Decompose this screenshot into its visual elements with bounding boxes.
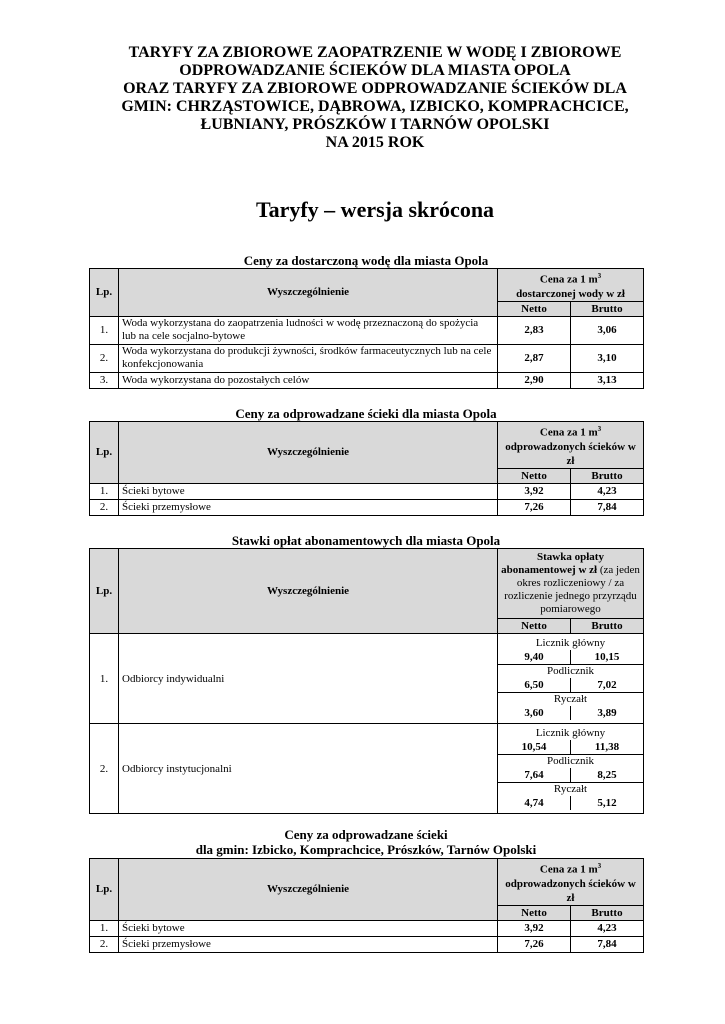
row-netto: 3,92 <box>498 483 571 499</box>
desc-header: Wyszczególnienie <box>119 859 498 921</box>
rate-header-rest: (za jeden okres rozliczeniowy / za rozliczenie jednego przyrządu pomiarowego <box>504 564 640 615</box>
row-desc: Ścieki przemysłowe <box>119 499 498 515</box>
row-brutto: 4,23 <box>571 483 644 499</box>
price-header <box>498 859 644 906</box>
price-header-unit: odprowadzonych ścieków w zł <box>505 440 636 467</box>
desc-header: Wyszczególnienie <box>119 269 498 317</box>
title-line: dla gmin: Izbicko, Komprachcice, Prószków, Tarnów Opolski <box>195 842 537 857</box>
row-lp: 2. <box>90 499 119 515</box>
row-netto: 7,26 <box>498 936 571 952</box>
netto-header: Netto <box>498 619 571 633</box>
rate-header-bold: Stawka opłaty abonamentowej w zł <box>501 551 604 576</box>
desc-header: Wyszczególnienie <box>119 549 498 634</box>
price-header <box>498 422 644 469</box>
row-netto: 7,26 <box>498 499 571 515</box>
document-subtitle: Taryfy – wersja skrócona <box>255 197 495 222</box>
table-row <box>90 634 644 724</box>
rate-item <box>498 755 643 783</box>
rate-item <box>498 665 643 693</box>
table-row <box>90 372 644 388</box>
row-lp: 1. <box>90 920 119 936</box>
title-line: NA 2015 ROK <box>325 134 425 151</box>
price-header-unit: odprowadzonych ścieków w zł <box>505 877 636 904</box>
price-header-text: Cena za 1 m <box>539 426 598 439</box>
netto-header: Netto <box>498 468 571 483</box>
rate-brutto: 5,12 <box>597 797 617 809</box>
rate-brutto: 7,02 <box>597 679 617 691</box>
netto-brutto-header <box>498 619 644 634</box>
price-header-text: Cena za 1 m <box>539 863 598 876</box>
row-brutto: 7,84 <box>571 936 644 952</box>
row-desc: Woda wykorzystana do pozostałych celów <box>119 372 498 388</box>
title-line: ŁUBNIANY, PRÓSZKÓW I TARNÓW OPOLSKI <box>200 116 550 133</box>
rate-netto: 6,50 <box>498 678 571 692</box>
row-lp: 1. <box>90 634 119 724</box>
table-row <box>90 724 644 814</box>
row-desc: Ścieki bytowe <box>119 483 498 499</box>
rate-brutto: 10,15 <box>594 651 620 663</box>
price-header <box>498 269 644 302</box>
rate-netto: 9,40 <box>498 650 571 664</box>
rate-item <box>498 637 643 665</box>
title-line: ORAZ TARYFY ZA ZBIOROWE ODPROWADZANIE ŚCIEKÓW DLA <box>123 80 627 97</box>
row-netto: 2,90 <box>498 372 571 388</box>
rate-label: Podlicznik <box>546 755 595 767</box>
brutto-header: Brutto <box>591 620 623 632</box>
lp-header: Lp. <box>90 269 119 317</box>
sewage-opole-title: Ceny za odprowadzane ścieki dla miasta Opola <box>235 406 497 421</box>
row-lp: 1. <box>90 483 119 499</box>
brutto-header: Brutto <box>571 301 644 316</box>
rate-cell <box>498 634 644 724</box>
rate-label: Licznik główny <box>535 727 606 739</box>
unit-superscript: 3 <box>597 862 602 870</box>
rate-brutto: 3,89 <box>597 707 617 719</box>
lp-header: Lp. <box>90 549 119 634</box>
table-row <box>90 920 644 936</box>
rate-netto: 10,54 <box>498 740 571 754</box>
rate-cell <box>498 724 644 814</box>
water-table-title: Ceny za dostarczoną wodę dla miasta Opola <box>243 253 489 268</box>
title-line: ODPROWADZANIE ŚCIEKÓW DLA MIASTA OPOLA <box>179 62 571 79</box>
row-brutto: 3,06 <box>571 316 644 344</box>
row-brutto: 3,10 <box>571 344 644 372</box>
netto-header: Netto <box>498 301 571 316</box>
row-netto: 2,87 <box>498 344 571 372</box>
rate-label: Licznik główny <box>535 637 606 649</box>
rate-label: Podlicznik <box>546 665 595 677</box>
row-lp: 2. <box>90 936 119 952</box>
brutto-header: Brutto <box>571 905 644 920</box>
subscription-rate-header <box>498 549 644 619</box>
row-lp: 2. <box>90 724 119 814</box>
unit-superscript: 3 <box>597 272 602 280</box>
row-desc: Woda wykorzystana do produkcji żywności, środków farmaceutycznych lub na cele konfekcjonowania <box>119 344 498 372</box>
title-line: TARYFY ZA ZBIOROWE ZAOPATRZENIE W WODĘ I ZBIOROWE <box>128 44 622 61</box>
row-desc: Odbiorcy indywidualni <box>119 634 498 724</box>
row-lp: 3. <box>90 372 119 388</box>
subscription-table <box>89 548 644 814</box>
brutto-header: Brutto <box>571 468 644 483</box>
table-row <box>90 316 644 344</box>
sewage-gminy-table <box>89 858 644 953</box>
row-desc: Woda wykorzystana do zaopatrzenia ludności w wodę przeznaczoną do spożycia lub na cele socjalno-bytowe <box>119 316 498 344</box>
unit-superscript: 3 <box>597 425 602 433</box>
rate-brutto: 8,25 <box>597 769 617 781</box>
row-lp: 2. <box>90 344 119 372</box>
title-line: Ceny za odprowadzane ścieki <box>284 827 448 842</box>
lp-header: Lp. <box>90 859 119 921</box>
rate-netto: 4,74 <box>498 796 571 810</box>
rate-label: Ryczałt <box>553 783 588 795</box>
subscription-title: Stawki opłat abonamentowych dla miasta Opola <box>231 533 501 548</box>
row-netto: 2,83 <box>498 316 571 344</box>
row-lp: 1. <box>90 316 119 344</box>
rate-brutto: 11,38 <box>594 741 620 753</box>
row-brutto: 3,13 <box>571 372 644 388</box>
rate-netto: 3,60 <box>498 706 571 720</box>
row-netto: 3,92 <box>498 920 571 936</box>
rate-item <box>498 727 643 755</box>
row-brutto: 4,23 <box>571 920 644 936</box>
row-desc: Odbiorcy instytucjonalni <box>119 724 498 814</box>
water-price-table <box>89 268 644 389</box>
price-header-text: Cena za 1 m <box>539 273 598 286</box>
rate-item <box>498 693 643 720</box>
rate-item <box>498 783 643 810</box>
sewage-opole-table <box>89 421 644 516</box>
row-desc: Ścieki przemysłowe <box>119 936 498 952</box>
netto-header: Netto <box>498 905 571 920</box>
table-row <box>90 344 644 372</box>
table-row <box>90 936 644 952</box>
row-desc: Ścieki bytowe <box>119 920 498 936</box>
lp-header: Lp. <box>90 422 119 484</box>
rate-netto: 7,64 <box>498 768 571 782</box>
price-header-unit: dostarczonej wody w zł <box>516 287 625 300</box>
document-title <box>80 44 670 152</box>
desc-header: Wyszczególnienie <box>119 422 498 484</box>
sewage-gminy-title <box>89 827 643 857</box>
table-row <box>90 499 644 515</box>
row-brutto: 7,84 <box>571 499 644 515</box>
rate-label: Ryczałt <box>553 693 588 705</box>
table-row <box>90 483 644 499</box>
title-line: GMIN: CHRZĄSTOWICE, DĄBROWA, IZBICKO, KOMPRACHCICE, <box>121 98 629 115</box>
